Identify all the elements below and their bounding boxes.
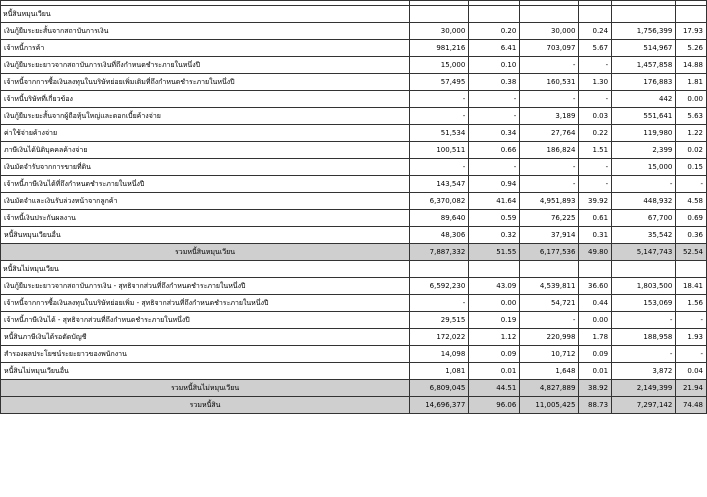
percent-cell: 49.80 bbox=[579, 244, 612, 261]
percent-cell: - bbox=[579, 57, 612, 74]
total-row bbox=[1, 397, 707, 414]
percent-cell: 0.00 bbox=[579, 312, 612, 329]
percent-cell: 1.22 bbox=[676, 125, 707, 142]
total-row bbox=[1, 380, 707, 397]
amount-cell bbox=[612, 6, 676, 23]
percent-cell: 52.54 bbox=[676, 244, 707, 261]
percent-cell: - bbox=[579, 159, 612, 176]
amount-cell: - bbox=[520, 312, 579, 329]
amount-cell: 1,756,399 bbox=[612, 23, 676, 40]
row-label: เงินมัดจำรับจากการขายที่ดิน bbox=[1, 159, 410, 176]
row-label: เจ้าหนี้บริษัทที่เกี่ยวข้อง bbox=[1, 91, 410, 108]
amount-cell: - bbox=[612, 346, 676, 363]
row-label: ค่าใช้จ่ายค้างจ่าย bbox=[1, 125, 410, 142]
amount-cell: - bbox=[520, 159, 579, 176]
percent-cell bbox=[676, 6, 707, 23]
amount-cell bbox=[410, 6, 469, 23]
percent-cell: 0.36 bbox=[676, 227, 707, 244]
amount-cell: 176,883 bbox=[612, 74, 676, 91]
amount-cell: - bbox=[410, 159, 469, 176]
amount-cell bbox=[520, 6, 579, 23]
section-header-row bbox=[1, 6, 707, 23]
amount-cell: 2,149,399 bbox=[612, 380, 676, 397]
percent-cell: 0.22 bbox=[579, 125, 612, 142]
percent-cell: 0.00 bbox=[676, 91, 707, 108]
amount-cell: 14,098 bbox=[410, 346, 469, 363]
percent-cell: 0.59 bbox=[469, 210, 520, 227]
amount-cell: 448,932 bbox=[612, 193, 676, 210]
amount-cell: 703,097 bbox=[520, 40, 579, 57]
row-label: เจ้าหนี้จากการซื้อเงินลงทุนในบริษัทย่อยเพิ่มเติมที่ถึงกำหนดชำระภายในหนึ่งปี bbox=[1, 74, 410, 91]
percent-cell: 88.73 bbox=[579, 397, 612, 414]
table-row bbox=[1, 125, 707, 142]
percent-cell: 6.41 bbox=[469, 40, 520, 57]
percent-cell: 0.61 bbox=[579, 210, 612, 227]
percent-cell: 0.01 bbox=[469, 363, 520, 380]
percent-cell: 0.02 bbox=[676, 142, 707, 159]
table-row bbox=[1, 91, 707, 108]
amount-cell: 186,824 bbox=[520, 142, 579, 159]
percent-cell: - bbox=[579, 91, 612, 108]
percent-cell bbox=[579, 261, 612, 278]
amount-cell: 35,542 bbox=[612, 227, 676, 244]
amount-cell: 4,951,893 bbox=[520, 193, 579, 210]
amount-cell: 220,998 bbox=[520, 329, 579, 346]
percent-cell: - bbox=[676, 312, 707, 329]
percent-cell: 1.30 bbox=[579, 74, 612, 91]
amount-cell: 1,457,858 bbox=[612, 57, 676, 74]
percent-cell: 51.55 bbox=[469, 244, 520, 261]
percent-cell: 0.04 bbox=[676, 363, 707, 380]
amount-cell: 48,306 bbox=[410, 227, 469, 244]
amount-cell: - bbox=[410, 91, 469, 108]
section-label: หนี้สินหมุนเวียน bbox=[1, 6, 410, 23]
amount-cell: 160,531 bbox=[520, 74, 579, 91]
amount-cell: 5,147,743 bbox=[612, 244, 676, 261]
amount-cell: 30,000 bbox=[520, 23, 579, 40]
row-label: เงินกู้ยืมระยะยาวจากสถาบันการเงิน - สุทธิจากส่วนที่ถึงกำหนดชำระภายในหนึ่งปี bbox=[1, 278, 410, 295]
table-row bbox=[1, 74, 707, 91]
percent-cell: 0.34 bbox=[469, 125, 520, 142]
total-row bbox=[1, 244, 707, 261]
amount-cell: 6,809,045 bbox=[410, 380, 469, 397]
table-row bbox=[1, 329, 707, 346]
amount-cell: 57,495 bbox=[410, 74, 469, 91]
amount-cell: - bbox=[410, 108, 469, 125]
amount-cell: - bbox=[520, 91, 579, 108]
table-row bbox=[1, 312, 707, 329]
row-label: เงินกู้ยืมระยะสั้นจากสถาบันการเงิน bbox=[1, 23, 410, 40]
amount-cell: 119,980 bbox=[612, 125, 676, 142]
amount-cell: 6,592,230 bbox=[410, 278, 469, 295]
total-label: รวมหนี้สินหมุนเวียน bbox=[1, 244, 410, 261]
amount-cell: 4,539,811 bbox=[520, 278, 579, 295]
percent-cell bbox=[469, 261, 520, 278]
row-label: เจ้าหนี้จากการซื้อเงินลงทุนในบริษัทย่อยเพิ่ม - สุทธิจากส่วนที่ถึงกำหนดชำระภายในหนึ่งปี bbox=[1, 295, 410, 312]
amount-cell: 1,081 bbox=[410, 363, 469, 380]
section-header-row bbox=[1, 261, 707, 278]
table-row bbox=[1, 176, 707, 193]
percent-cell: 0.09 bbox=[579, 346, 612, 363]
amount-cell: 514,967 bbox=[612, 40, 676, 57]
amount-cell: 1,803,500 bbox=[612, 278, 676, 295]
percent-cell: 0.00 bbox=[469, 295, 520, 312]
table-row bbox=[1, 363, 707, 380]
row-label: เจ้าหนี้ภาษีเงินได้ - สุทธิจากส่วนที่ถึงกำหนดชำระภายในหนึ่งปี bbox=[1, 312, 410, 329]
table-row bbox=[1, 40, 707, 57]
percent-cell: 1.12 bbox=[469, 329, 520, 346]
amount-cell bbox=[520, 261, 579, 278]
row-label: หนี้สินภาษีเงินได้รอตัดบัญชี bbox=[1, 329, 410, 346]
amount-cell: 153,069 bbox=[612, 295, 676, 312]
percent-cell: 5.67 bbox=[579, 40, 612, 57]
row-label: เจ้าหนี้ภาษีเงินได้ที่ถึงกำหนดชำระภายในหนึ่งปี bbox=[1, 176, 410, 193]
amount-cell: 4,827,889 bbox=[520, 380, 579, 397]
amount-cell: 100,511 bbox=[410, 142, 469, 159]
percent-cell: 74.48 bbox=[676, 397, 707, 414]
amount-cell: 3,872 bbox=[612, 363, 676, 380]
amount-cell: 29,515 bbox=[410, 312, 469, 329]
percent-cell bbox=[469, 6, 520, 23]
percent-cell: 44.51 bbox=[469, 380, 520, 397]
table-row bbox=[1, 159, 707, 176]
row-label: ภาษีเงินได้นิติบุคคลค้างจ่าย bbox=[1, 142, 410, 159]
percent-cell: 0.69 bbox=[676, 210, 707, 227]
section-label: หนี้สินไม่หมุนเวียน bbox=[1, 261, 410, 278]
table-row bbox=[1, 227, 707, 244]
percent-cell: 1.51 bbox=[579, 142, 612, 159]
percent-cell: 38.92 bbox=[579, 380, 612, 397]
percent-cell: 43.09 bbox=[469, 278, 520, 295]
amount-cell: 981,216 bbox=[410, 40, 469, 57]
percent-cell: 4.58 bbox=[676, 193, 707, 210]
amount-cell: 15,000 bbox=[410, 57, 469, 74]
amount-cell: - bbox=[520, 176, 579, 193]
amount-cell: 11,005,425 bbox=[520, 397, 579, 414]
total-label: รวมหนี้สิน bbox=[1, 397, 410, 414]
amount-cell: 76,225 bbox=[520, 210, 579, 227]
percent-cell: 0.09 bbox=[469, 346, 520, 363]
amount-cell: 6,177,536 bbox=[520, 244, 579, 261]
amount-cell: 172,022 bbox=[410, 329, 469, 346]
percent-cell: - bbox=[676, 176, 707, 193]
table-row bbox=[1, 108, 707, 125]
amount-cell: 15,000 bbox=[612, 159, 676, 176]
percent-cell: 0.10 bbox=[469, 57, 520, 74]
amount-cell: 27,764 bbox=[520, 125, 579, 142]
amount-cell: 89,640 bbox=[410, 210, 469, 227]
table-row bbox=[1, 142, 707, 159]
table-row bbox=[1, 295, 707, 312]
percent-cell: - bbox=[469, 91, 520, 108]
amount-cell: - bbox=[520, 57, 579, 74]
percent-cell: 0.19 bbox=[469, 312, 520, 329]
percent-cell: 0.15 bbox=[676, 159, 707, 176]
percent-cell: 0.44 bbox=[579, 295, 612, 312]
percent-cell: 21.94 bbox=[676, 380, 707, 397]
percent-cell: 0.94 bbox=[469, 176, 520, 193]
percent-cell bbox=[676, 261, 707, 278]
percent-cell: 14.88 bbox=[676, 57, 707, 74]
amount-cell: 7,297,142 bbox=[612, 397, 676, 414]
table-body bbox=[1, 1, 707, 414]
percent-cell: 39.92 bbox=[579, 193, 612, 210]
percent-cell: - bbox=[469, 108, 520, 125]
amount-cell: 143,547 bbox=[410, 176, 469, 193]
amount-cell: 67,700 bbox=[612, 210, 676, 227]
amount-cell: 7,887,332 bbox=[410, 244, 469, 261]
amount-cell: 10,712 bbox=[520, 346, 579, 363]
amount-cell: 54,721 bbox=[520, 295, 579, 312]
table-row bbox=[1, 23, 707, 40]
amount-cell: 2,399 bbox=[612, 142, 676, 159]
percent-cell: 1.81 bbox=[676, 74, 707, 91]
amount-cell: 37,914 bbox=[520, 227, 579, 244]
row-label: เงินกู้ยืมระยะยาวจากสถาบันการเงินที่ถึงกำหนดชำระภายในหนึ่งปี bbox=[1, 57, 410, 74]
percent-cell: 96.06 bbox=[469, 397, 520, 414]
percent-cell: 0.03 bbox=[579, 108, 612, 125]
percent-cell: 0.66 bbox=[469, 142, 520, 159]
percent-cell: 41.64 bbox=[469, 193, 520, 210]
percent-cell: 0.20 bbox=[469, 23, 520, 40]
table-row bbox=[1, 346, 707, 363]
percent-cell: 0.31 bbox=[579, 227, 612, 244]
row-label: เงินกู้ยืมระยะสั้นจากผู้ถือหุ้นใหญ่และดอกเบี้ยค้างจ่าย bbox=[1, 108, 410, 125]
amount-cell: 551,641 bbox=[612, 108, 676, 125]
percent-cell bbox=[579, 6, 612, 23]
row-label: เจ้าหนี้เงินประกันผลงาน bbox=[1, 210, 410, 227]
table-row bbox=[1, 193, 707, 210]
percent-cell: 5.26 bbox=[676, 40, 707, 57]
percent-cell: 0.32 bbox=[469, 227, 520, 244]
table-row bbox=[1, 210, 707, 227]
percent-cell: 0.01 bbox=[579, 363, 612, 380]
amount-cell: 30,000 bbox=[410, 23, 469, 40]
percent-cell: 1.93 bbox=[676, 329, 707, 346]
row-label: สำรองผลประโยชน์ระยะยาวของพนักงาน bbox=[1, 346, 410, 363]
percent-cell: 1.56 bbox=[676, 295, 707, 312]
percent-cell: - bbox=[676, 346, 707, 363]
amount-cell: 51,534 bbox=[410, 125, 469, 142]
percent-cell: 0.24 bbox=[579, 23, 612, 40]
amount-cell bbox=[612, 261, 676, 278]
amount-cell: 3,189 bbox=[520, 108, 579, 125]
amount-cell: - bbox=[612, 176, 676, 193]
percent-cell: - bbox=[579, 176, 612, 193]
amount-cell bbox=[410, 261, 469, 278]
amount-cell: 442 bbox=[612, 91, 676, 108]
amount-cell: 14,696,377 bbox=[410, 397, 469, 414]
percent-cell: - bbox=[469, 159, 520, 176]
table-row bbox=[1, 278, 707, 295]
percent-cell: 17.93 bbox=[676, 23, 707, 40]
amount-cell: 188,958 bbox=[612, 329, 676, 346]
percent-cell: 0.38 bbox=[469, 74, 520, 91]
row-label: หนี้สินหมุนเวียนอื่น bbox=[1, 227, 410, 244]
amount-cell: - bbox=[612, 312, 676, 329]
total-label: รวมหนี้สินไม่หมุนเวียน bbox=[1, 380, 410, 397]
row-label: เจ้าหนี้การค้า bbox=[1, 40, 410, 57]
percent-cell: 1.78 bbox=[579, 329, 612, 346]
percent-cell: 18.41 bbox=[676, 278, 707, 295]
table-row bbox=[1, 57, 707, 74]
row-label: เงินมัดจำและเงินรับล่วงหน้าจากลูกค้า bbox=[1, 193, 410, 210]
row-label: หนี้สินไม่หมุนเวียนอื่น bbox=[1, 363, 410, 380]
amount-cell: 1,648 bbox=[520, 363, 579, 380]
amount-cell: 6,370,082 bbox=[410, 193, 469, 210]
amount-cell: - bbox=[410, 295, 469, 312]
percent-cell: 5.63 bbox=[676, 108, 707, 125]
percent-cell: 36.60 bbox=[579, 278, 612, 295]
